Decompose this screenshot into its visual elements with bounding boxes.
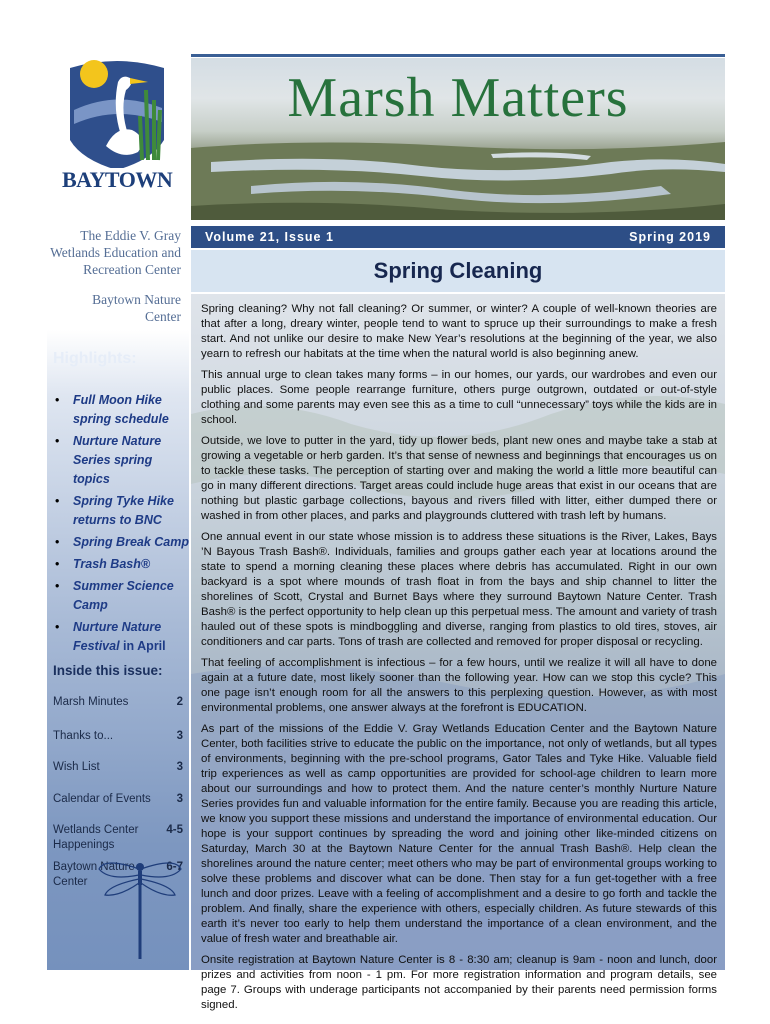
toc-page: 3	[176, 761, 183, 773]
toc-label: Calendar of Events	[53, 793, 151, 805]
highlight-item: • Trash Bash®	[53, 555, 189, 574]
highlight-part: in April	[119, 639, 166, 653]
highlight-item: • Nurture Nature Series spring topics	[53, 432, 189, 489]
article-text	[201, 302, 717, 1019]
toc-page: 2	[176, 696, 183, 708]
toc-item[interactable]	[53, 792, 183, 807]
issue-bar	[191, 226, 725, 248]
toc-label: Marsh Minutes	[53, 696, 129, 708]
toc-label: Wetlands Center Happenings	[53, 824, 139, 851]
org-name: The Eddie V. Gray Wetlands Education and Recreation Center	[50, 228, 181, 277]
highlight-part: Festival	[73, 639, 120, 653]
toc-item[interactable]	[53, 760, 183, 775]
logo-text: BAYTOWN	[62, 167, 173, 192]
article-body	[191, 294, 725, 1011]
highlight-item: • Full Moon Hike spring schedule	[53, 391, 189, 429]
baytown-logo	[62, 60, 172, 195]
org-subtitle: Baytown Nature Center	[92, 292, 181, 324]
masthead-title: Marsh Matters	[287, 67, 629, 129]
article-paragraph: Spring cleaning? Why not fall cleaning? Or summer, or winter? A couple of well-known theories are that after a long, dreary winter, people tend to want to spruce up their surroundings to make a fresh start. And not unlike our desire to make New Year’s resolutions at the beginning of the year, we also yearn to refresh our habitats at the time when the natural world is also beginning anew.	[201, 303, 717, 360]
toc-item[interactable]	[53, 695, 183, 710]
dragonfly-icon	[95, 855, 185, 965]
highlights-title: Highlights:	[53, 350, 137, 367]
highlight-item: • Spring Break Camp	[53, 533, 189, 552]
volume-label: Volume 21, Issue 1	[205, 230, 334, 244]
toc-label: Thanks to...	[53, 730, 114, 742]
toc-item[interactable]	[53, 729, 183, 744]
article-paragraph: Outside, we love to putter in the yard, tidy up flower beds, plant new ones and maybe take a stab at growing a vegetable or herb garden. It’s that sense of newness and beginnings that encourages us on to tackle these tasks. The perception of starting over and making the world a little more beautiful can go in many different directions. Target areas could include huge areas that exist in our oceans that are nothing but plastic garbage collections, bayous and rivers filled with litter, either dumped there or washed in from other places, and parks and playgrounds cluttered with trash left by humans.	[201, 435, 717, 522]
toc-page: 6-7	[166, 861, 183, 873]
article-paragraph: That feeling of accomplishment is infectious – for a few hours, until we realize it will all have to done again at a future date, most likely sooner than the following year. How can we stop this cycle? This one page isn’t enough room for all the answers to this perplexing question. However, as with most environmental problems, one answer always at the forefront is EDUCATION.	[201, 657, 717, 714]
toc-item[interactable]	[53, 823, 183, 853]
article-title: Spring Cleaning	[373, 258, 543, 283]
inside-issue-title: Inside this issue:	[53, 663, 163, 678]
toc-page: 3	[176, 793, 183, 805]
highlights-list	[53, 391, 189, 659]
sidebar	[47, 205, 189, 970]
top-rule	[191, 54, 725, 57]
toc-page: 4-5	[166, 824, 183, 836]
highlight-item: • Summer Science Camp	[53, 577, 189, 615]
season-label: Spring 2019	[629, 230, 711, 244]
highlight-part: Nurture Nature	[73, 620, 162, 634]
toc-label: Wish List	[53, 761, 100, 773]
article-paragraph: This annual urge to clean takes many forms – in our homes, our yards, our wardrobes and even our public places. Some people rearrange furniture, others purge outgrown, outdated or out-of-style clothing and some parents may even see this as a time to cull “unnecessary” toys while the kids are in school.	[201, 369, 717, 426]
article-paragraph: One annual event in our state whose mission is to address these situations is the River, Lakes, Bays ’N Bayous Trash Bash®. Individuals, families and groups gather each year at locations around the state to spend a morning cleaning these places where debris has accumulated. Right in our own backyard is a spot where mounds of trash float in from the bays and ship channel to litter the shorelines of Scott, Crystal and Burnet Bays where they surround Baytown Nature Center. Trash Bash® is the perfect opportunity to help clean up this perpetual mess. The amount and variety of trash hauled out of these spots is mindboggling and diverse, ranging from plastics to old tires, stoves, air conditioners and car parts. Tons of trash are collected and removed for proper disposal or recycling.	[201, 531, 717, 648]
toc-page: 3	[176, 730, 183, 742]
article-paragraph: Onsite registration at Baytown Nature Center is 8 - 8:30 am; cleanup is 9am - noon and lunch, door prizes and activities from noon - 1 pm. For more registration information and program details, see page 7. Groups with underage participants not accompanied by their parents need permission forms signed.	[201, 954, 717, 1011]
highlight-item: • Spring Tyke Hike returns to BNC	[53, 492, 189, 530]
highlight-item	[53, 618, 189, 656]
article-title-bar	[191, 250, 725, 292]
toc-label: Baytown Nature Center	[53, 861, 135, 888]
article-paragraph: As part of the missions of the Eddie V. Gray Wetlands Education Center and the Baytown Nature Center, both facilities strive to educate the public on the importance, not only of wetlands, but all types of environments, beginning with the pre-school programs, Gator Tales and Tyke Hike. Valuable field trip experiences as well as camp opportunities are provided for school-age children to learn more about our surroundings and how to protect them. And the nature center’s monthly Nurture Nature Series provides fun and valuable information for the entire family. Because you are reading this article, we know you support these missions and understand the importance of environmental education. Our hope is your support continues by spreading the word and joining other like-minded citizens on Saturday, March 30 at the Baytown Nature Center for the annual Trash Bash®. Help clean the shorelines around the nature center; meet others who may be part of environmental groups working to solve these problems and discover what can be done. Then stay for a fun get-together with a free lunch and door prizes. Leave with a feeling of accomplishment and a desire to go forth and tackle the problem. And finally, share the experience with others, especially children. As future stewards of this earth it’s never too early to help them understand the importance of a clean environment, and the value of fresh water and breathable air.	[201, 723, 717, 945]
marsh-banner	[191, 58, 725, 220]
